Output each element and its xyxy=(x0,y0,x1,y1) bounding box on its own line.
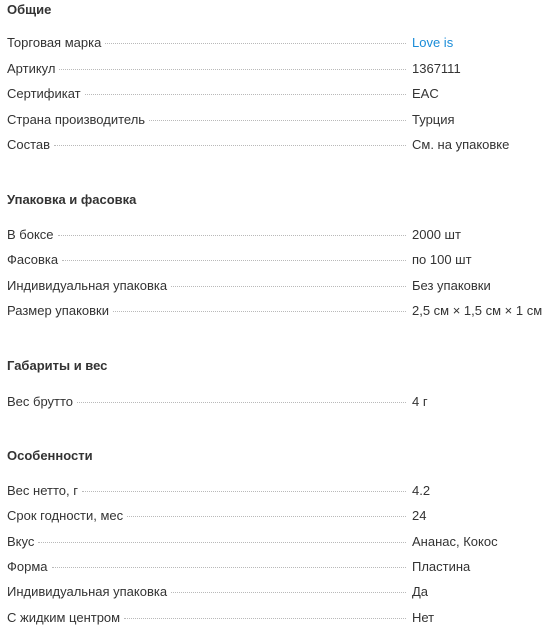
spec-row xyxy=(7,554,544,580)
spec-label: Срок годности, мес xyxy=(7,503,127,529)
spec-row xyxy=(7,107,544,133)
spec-label: Артикул xyxy=(7,56,59,82)
spec-label: Вкус xyxy=(7,529,38,555)
spec-label: Вес брутто xyxy=(7,389,77,415)
section-title: Особенности xyxy=(7,448,93,463)
dotted-leader xyxy=(38,541,406,543)
spec-row xyxy=(7,579,544,605)
spec-value: Ананас, Кокос xyxy=(412,534,498,549)
spec-label: Фасовка xyxy=(7,247,62,273)
section-title: Упаковка и фасовка xyxy=(7,192,137,207)
dotted-leader xyxy=(54,144,406,146)
section-packaging xyxy=(7,190,544,210)
spec-value: Турция xyxy=(412,112,455,127)
dotted-leader xyxy=(85,93,406,95)
spec-label: С жидким центром xyxy=(7,605,124,631)
dotted-leader xyxy=(113,310,406,312)
dotted-leader xyxy=(127,515,406,517)
spec-label: Размер упаковки xyxy=(7,298,113,324)
section-title: Габариты и вес xyxy=(7,358,108,373)
dotted-leader xyxy=(105,42,406,44)
dotted-leader xyxy=(59,68,406,70)
spec-value: EAC xyxy=(412,86,439,101)
spec-value: Нет xyxy=(412,610,435,625)
spec-value: 24 xyxy=(412,508,427,523)
spec-value: Да xyxy=(412,584,429,599)
spec-value: См. на упаковке xyxy=(412,137,510,152)
brand-link[interactable]: Love is xyxy=(412,35,454,50)
spec-label: Индивидуальная упаковка xyxy=(7,273,171,299)
spec-value: Без упаковки xyxy=(412,278,491,293)
spec-row xyxy=(7,478,544,504)
spec-row xyxy=(7,247,544,273)
spec-row xyxy=(7,529,544,555)
spec-value: по 100 шт xyxy=(412,252,472,267)
spec-label: Страна производитель xyxy=(7,107,149,133)
dotted-leader xyxy=(149,119,406,121)
spec-value: 1367111 xyxy=(412,61,461,76)
spec-row xyxy=(7,503,544,529)
spec-label: Форма xyxy=(7,554,52,580)
spec-label: Сертификат xyxy=(7,81,85,107)
section-dimensions-weight xyxy=(7,356,544,376)
dotted-leader xyxy=(58,234,406,236)
dotted-leader xyxy=(124,617,406,619)
spec-label: В боксе xyxy=(7,222,58,248)
spec-label: Торговая марка xyxy=(7,30,105,56)
spec-value: 2000 шт xyxy=(412,227,461,242)
dotted-leader xyxy=(171,285,406,287)
spec-label: Вес нетто, г xyxy=(7,478,82,504)
spec-row xyxy=(7,605,544,631)
section-general xyxy=(7,0,544,20)
dotted-leader xyxy=(171,591,406,593)
spec-row xyxy=(7,132,544,158)
spec-row xyxy=(7,222,544,248)
section-title: Общие xyxy=(7,2,52,17)
spec-row xyxy=(7,273,544,299)
spec-row xyxy=(7,298,544,324)
spec-value: 2,5 см × 1,5 см × 1 см xyxy=(412,303,543,318)
spec-row xyxy=(7,56,544,82)
spec-label: Индивидуальная упаковка xyxy=(7,579,171,605)
spec-label: Состав xyxy=(7,132,54,158)
spec-value: 4.2 xyxy=(412,483,431,498)
dotted-leader xyxy=(82,490,406,492)
spec-value: 4 г xyxy=(412,394,428,409)
dotted-leader xyxy=(62,259,406,261)
dotted-leader xyxy=(52,566,406,568)
spec-row xyxy=(7,30,544,56)
spec-row xyxy=(7,389,544,415)
dotted-leader xyxy=(77,401,406,403)
spec-value: Пластина xyxy=(412,559,471,574)
spec-row xyxy=(7,81,544,107)
section-features xyxy=(7,446,544,466)
